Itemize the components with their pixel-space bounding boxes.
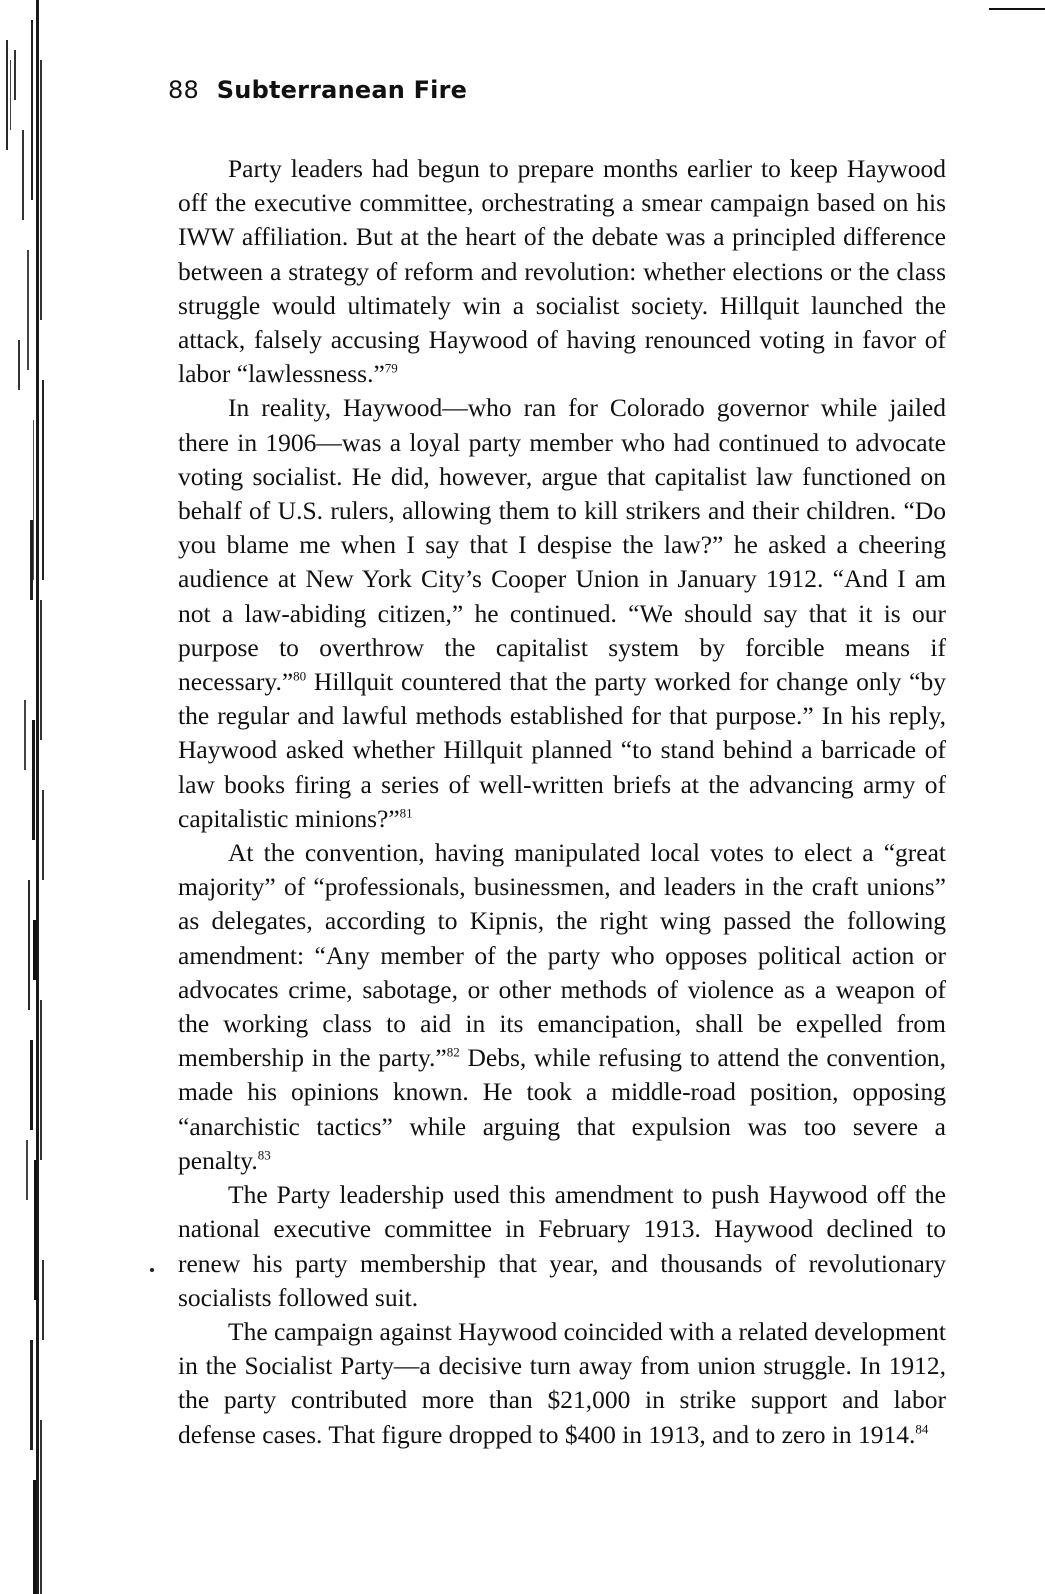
paragraph-text: The Party leadership used this amendment to push Haywood off the national executive committee in February 1913. Haywood declined to renew his party membership that year, and thousands of revolutionary socialists followed suit. bbox=[178, 1180, 946, 1312]
paragraph bbox=[178, 391, 946, 836]
book-title: Subterranean Fire bbox=[216, 76, 468, 104]
scan-speck bbox=[150, 1268, 154, 1272]
footnote-marker: 80 bbox=[293, 668, 307, 684]
footnote-marker: 79 bbox=[384, 360, 398, 376]
paragraph bbox=[178, 1178, 946, 1315]
paragraph-text: At the convention, having manipulated local votes to elect a “great majority” of “professionals, businessmen, and leaders in the craft unions” as delegates, according to Kipnis, the right wing passed the following amendment: “Any member of the party who opposes political action or advocates crime, sabotage, or other methods of violence as a weapon of the working class to aid in its emancipation, shall be expelled from membership in the party.” bbox=[178, 838, 946, 1073]
footnote-marker: 84 bbox=[915, 1421, 929, 1437]
paragraph bbox=[178, 1315, 946, 1452]
paragraph bbox=[178, 836, 946, 1178]
paragraph-text: Debs, while refusing to attend the convention, made his opinions known. He took a middle-road position, opposing “anarchistic tactics” while arguing that expulsion was too severe a penalty. bbox=[178, 1043, 947, 1175]
top-rule bbox=[989, 8, 1045, 10]
running-head bbox=[168, 76, 467, 104]
page-number: 88 bbox=[168, 76, 199, 104]
paragraph-text: The campaign against Haywood coincided with a related development in the Socialist Party—a decisive turn away from union struggle. In 1912, the party contributed more than $21,000 in strike support and labor defense cases. That figure dropped to $400 in 1913, and to zero in 1914. bbox=[178, 1316, 946, 1449]
paragraph-text: Hillquit countered that the party worked for change only “by the regular and lawful methods established for that purpose.” In his reply, Haywood asked whether Hillquit planned “to stand behind a barricade of law books firing a series of well-written briefs at the advancing army of capitalistic minions?” bbox=[178, 667, 946, 833]
footnote-marker: 83 bbox=[257, 1147, 271, 1163]
footnote-marker: 81 bbox=[399, 805, 413, 821]
binding-edge-texture bbox=[0, 0, 62, 1594]
paragraph bbox=[178, 152, 946, 391]
paragraph-text: Party leaders had begun to prepare months earlier to keep Haywood off the executive committee, orchestrating a smear campaign based on his IWW affiliation. But at the heart of the debate was a principled difference between a strategy of reform and revolution: whether elections or the class struggle would ultimately win a socialist society. Hillquit launched the attack, falsely accusing Haywood of having renounced voting in favor of labor “lawlessness.” bbox=[178, 154, 946, 389]
scanned-binding-edge bbox=[0, 0, 62, 1594]
paragraph-text: In reality, Haywood—who ran for Colorado governor while jailed there in 1906—was a loyal party member who had continued to advocate voting socialist. He did, however, argue that capitalist law functioned on behalf of U.S. rulers, allowing them to kill strikers and their children. “Do you blame me when I say that I despise the law?” he asked a cheering audience at New York City’s Cooper Union in January 1912. “And I am not a law-abiding citizen,” he continued. “We should say that it is our purpose to overthrow the capitalist system by forcible means if necessary.” bbox=[178, 393, 946, 697]
footnote-marker: 82 bbox=[446, 1044, 460, 1060]
body-text bbox=[178, 152, 946, 1452]
